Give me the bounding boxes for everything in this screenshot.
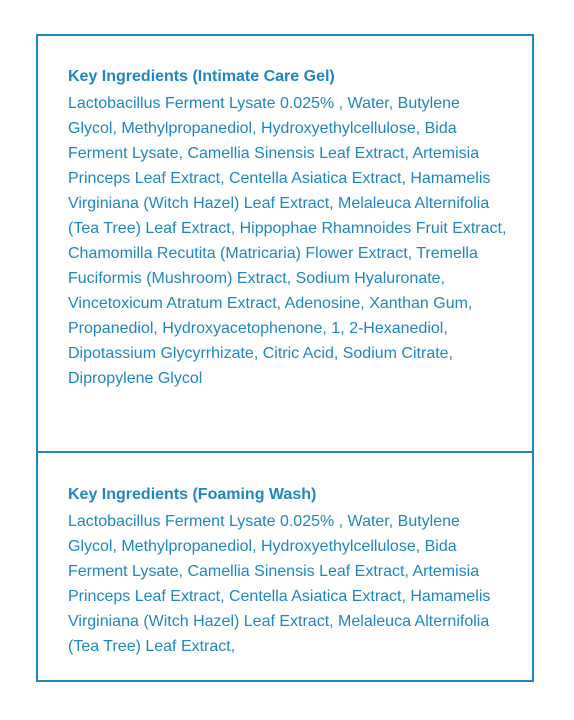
intimate-care-gel-section	[68, 66, 508, 391]
foaming-wash-section	[68, 484, 508, 659]
section-heading: Key Ingredients (Foaming Wash)	[68, 486, 317, 503]
section-heading: Key Ingredients (Intimate Care Gel)	[68, 68, 335, 85]
ingredient-list: Lactobacillus Ferment Lysate 0.025% , Water, Butylene Glycol, Methylpropanediol, Hydroxyethylcellulose, Bida Ferment Lysate, Camellia Sinensis Leaf Extract, Artemisia Princeps Leaf Extract, Centella Asiatica Extract, Hamamelis Virginiana (Witch Hazel) Leaf Extract, Melaleuca Alternifolia (Tea Tree) Leaf Extract,	[68, 513, 491, 655]
section-divider	[36, 451, 534, 453]
ingredient-list: Lactobacillus Ferment Lysate 0.025% , Water, Butylene Glycol, Methylpropanediol, Hydroxyethylcellulose, Bida Ferment Lysate, Camellia Sinensis Leaf Extract, Artemisia Princeps Leaf Extract, Centella Asiatica Extract, Hamamelis Virginiana (Witch Hazel) Leaf Extract, Melaleuca Alternifolia (Tea Tree) Leaf Extract, Hippophae Rhamnoides Fruit Extract, Chamomilla Recutita (Matricaria) Flower Extract, Tremella Fuciformis (Mushroom) Extract, Sodium Hyaluronate, Vincetoxicum Atratum Extract, Adenosine, Xanthan Gum, Propanediol, Hydroxyacetophenone, 1, 2-Hexanediol, Dipotassium Glycyrrhizate, Citric Acid, Sodium Citrate, Dipropylene Glycol	[68, 95, 507, 387]
